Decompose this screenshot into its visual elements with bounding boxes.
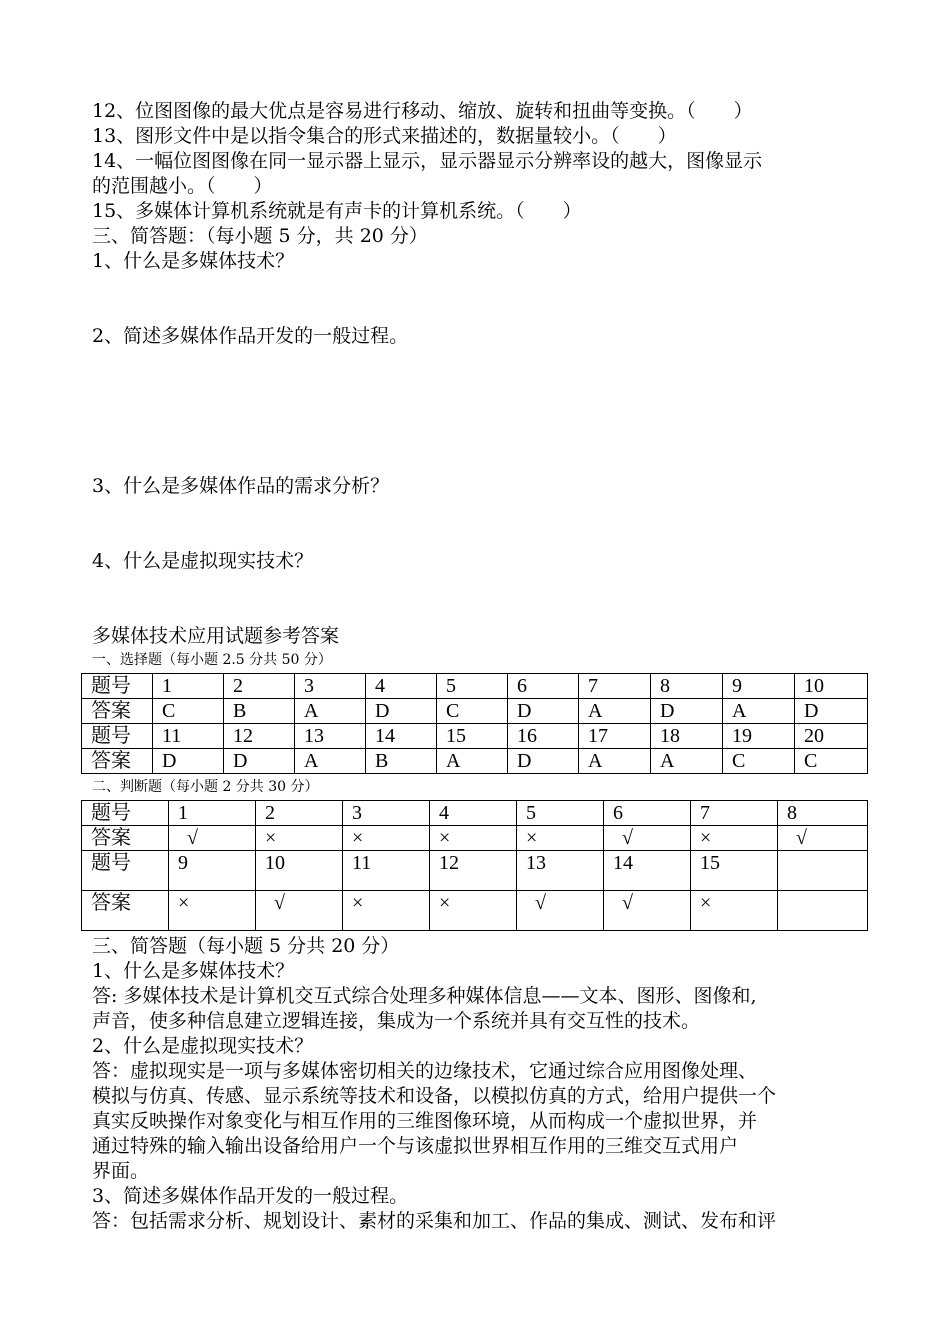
table-cell bbox=[778, 851, 868, 891]
table-cell: √ bbox=[517, 891, 604, 931]
row-header-cell: 题号 bbox=[82, 851, 169, 891]
answer-2-line-1: 答：虚拟现实是一项与多媒体密切相关的边缘技术，它通过综合应用图像处理、 bbox=[92, 1060, 758, 1082]
answer-2-question: 2、什么是虚拟现实技术？ bbox=[92, 1035, 314, 1057]
table-cell: √ bbox=[169, 826, 256, 851]
table-cell: D bbox=[508, 699, 579, 724]
table-cell: 6 bbox=[604, 801, 691, 826]
table-cell: × bbox=[691, 891, 778, 931]
table-cell: C bbox=[153, 699, 224, 724]
table-cell: C bbox=[437, 699, 508, 724]
table-cell: D bbox=[651, 699, 723, 724]
table-cell: 7 bbox=[691, 801, 778, 826]
short-answer-4: 4、什么是虚拟现实技术？ bbox=[92, 550, 314, 572]
row-header-cell: 答案 bbox=[82, 699, 153, 724]
table-cell: × bbox=[343, 826, 430, 851]
judge-section-title: 二、判断题（每小题 2 分共 30 分） bbox=[92, 779, 319, 795]
table-cell: 1 bbox=[169, 801, 256, 826]
table-cell: A bbox=[579, 699, 651, 724]
table-cell: 13 bbox=[295, 724, 366, 749]
table-row bbox=[82, 891, 868, 931]
table-cell: A bbox=[295, 699, 366, 724]
table-cell: D bbox=[153, 749, 224, 774]
table-cell: 4 bbox=[366, 674, 437, 699]
table-cell: D bbox=[366, 699, 437, 724]
row-header-cell: 题号 bbox=[82, 724, 153, 749]
table-cell: A bbox=[295, 749, 366, 774]
table-cell: D bbox=[224, 749, 295, 774]
table-cell: 16 bbox=[508, 724, 579, 749]
table-cell: 2 bbox=[224, 674, 295, 699]
question-15: 15、多媒体计算机系统就是有声卡的计算机系统。（ ） bbox=[92, 200, 582, 222]
table-cell: × bbox=[256, 826, 343, 851]
table-cell: A bbox=[651, 749, 723, 774]
table-cell: 14 bbox=[604, 851, 691, 891]
row-header-cell: 题号 bbox=[82, 801, 169, 826]
table-cell: 8 bbox=[651, 674, 723, 699]
answer-2-line-5: 界面。 bbox=[92, 1160, 150, 1182]
question-14-line-1: 14、一幅位图图像在同一显示器上显示，显示器显示分辨率设的越大，图像显示 bbox=[92, 150, 763, 172]
short-answer-1: 1、什么是多媒体技术？ bbox=[92, 250, 295, 272]
table-cell: × bbox=[430, 826, 517, 851]
table-cell: 17 bbox=[579, 724, 651, 749]
table-row bbox=[82, 851, 868, 891]
row-header-cell: 答案 bbox=[82, 891, 169, 931]
table-cell: A bbox=[437, 749, 508, 774]
row-header-cell: 题号 bbox=[82, 674, 153, 699]
short-answer-2: 2、简述多媒体作品开发的一般过程。 bbox=[92, 325, 409, 347]
table-cell: × bbox=[343, 891, 430, 931]
table-cell: √ bbox=[256, 891, 343, 931]
answer-2-line-3: 真实反映操作对象变化与相互作用的三维图像环境，从而构成一个虚拟世界，并 bbox=[92, 1110, 758, 1132]
table-cell: 1 bbox=[153, 674, 224, 699]
table-cell: 15 bbox=[437, 724, 508, 749]
table-cell: C bbox=[723, 749, 795, 774]
table-cell: 15 bbox=[691, 851, 778, 891]
table-cell: 14 bbox=[366, 724, 437, 749]
question-12: 12、位图图像的最大优点是容易进行移动、缩放、旋转和扭曲等变换。（ ） bbox=[92, 100, 753, 122]
table-cell: 20 bbox=[795, 724, 868, 749]
table-cell: 7 bbox=[579, 674, 651, 699]
table-cell: × bbox=[691, 826, 778, 851]
answer-key-title: 多媒体技术应用试题参考答案 bbox=[92, 625, 340, 647]
table-cell: 5 bbox=[437, 674, 508, 699]
table-row bbox=[82, 749, 868, 774]
table-cell: A bbox=[579, 749, 651, 774]
question-13: 13、图形文件中是以指令集合的形式来描述的，数据量较小。（ ） bbox=[92, 125, 677, 147]
table-row bbox=[82, 674, 868, 699]
question-14-line-2: 的范围越小。（ ） bbox=[92, 175, 273, 197]
table-cell: D bbox=[795, 699, 868, 724]
short-answer-3: 3、什么是多媒体作品的需求分析？ bbox=[92, 475, 390, 497]
table-cell: 3 bbox=[343, 801, 430, 826]
answer-3-question: 3、简述多媒体作品开发的一般过程。 bbox=[92, 1185, 409, 1207]
answer-3-line-1: 答：包括需求分析、规划设计、素材的采集和加工、作品的集成、测试、发布和评 bbox=[92, 1210, 777, 1232]
table-cell: 5 bbox=[517, 801, 604, 826]
table-cell: 10 bbox=[795, 674, 868, 699]
table-cell: √ bbox=[604, 826, 691, 851]
table-cell: 6 bbox=[508, 674, 579, 699]
table-cell: B bbox=[366, 749, 437, 774]
choice-section-title: 一、选择题（每小题 2.5 分共 50 分） bbox=[92, 652, 332, 668]
table-cell: C bbox=[795, 749, 868, 774]
table-cell: 3 bbox=[295, 674, 366, 699]
table-cell: 8 bbox=[778, 801, 868, 826]
short-answer-section-title: 三、简答题（每小题 5 分共 20 分） bbox=[92, 935, 400, 957]
table-row bbox=[82, 826, 868, 851]
table-cell: × bbox=[430, 891, 517, 931]
table-cell: × bbox=[169, 891, 256, 931]
judge-answer-table bbox=[81, 800, 868, 931]
section-3-title: 三、简答题：（每小题 5 分，共 20 分） bbox=[92, 225, 428, 247]
table-row bbox=[82, 801, 868, 826]
answer-2-line-2: 模拟与仿真、传感、显示系统等技术和设备，以模拟仿真的方式，给用户提供一个 bbox=[92, 1085, 777, 1107]
answer-1-question: 1、什么是多媒体技术？ bbox=[92, 960, 295, 982]
table-cell: × bbox=[517, 826, 604, 851]
answer-1-line-2: 声音，使多种信息建立逻辑连接，集成为一个系统并具有交互性的技术。 bbox=[92, 1010, 701, 1032]
table-cell: D bbox=[508, 749, 579, 774]
table-cell: 9 bbox=[169, 851, 256, 891]
table-row bbox=[82, 724, 868, 749]
table-cell: 9 bbox=[723, 674, 795, 699]
table-cell bbox=[778, 891, 868, 931]
table-cell: 18 bbox=[651, 724, 723, 749]
answer-1-line-1: 答: 多媒体技术是计算机交互式综合处理多种媒体信息——文本、图形、图像和, bbox=[92, 985, 757, 1007]
table-cell: √ bbox=[778, 826, 868, 851]
table-cell: B bbox=[224, 699, 295, 724]
row-header-cell: 答案 bbox=[82, 826, 169, 851]
table-cell: 4 bbox=[430, 801, 517, 826]
table-cell: 11 bbox=[153, 724, 224, 749]
table-cell: 19 bbox=[723, 724, 795, 749]
table-cell: 2 bbox=[256, 801, 343, 826]
table-cell: 12 bbox=[224, 724, 295, 749]
table-cell: 12 bbox=[430, 851, 517, 891]
table-cell: 13 bbox=[517, 851, 604, 891]
table-cell: 11 bbox=[343, 851, 430, 891]
choice-answer-table bbox=[81, 673, 868, 774]
table-cell: 10 bbox=[256, 851, 343, 891]
table-cell: A bbox=[723, 699, 795, 724]
table-row bbox=[82, 699, 868, 724]
row-header-cell: 答案 bbox=[82, 749, 153, 774]
answer-2-line-4: 通过特殊的输入输出设备给用户一个与该虚拟世界相互作用的三维交互式用户 bbox=[92, 1135, 739, 1157]
table-cell: √ bbox=[604, 891, 691, 931]
